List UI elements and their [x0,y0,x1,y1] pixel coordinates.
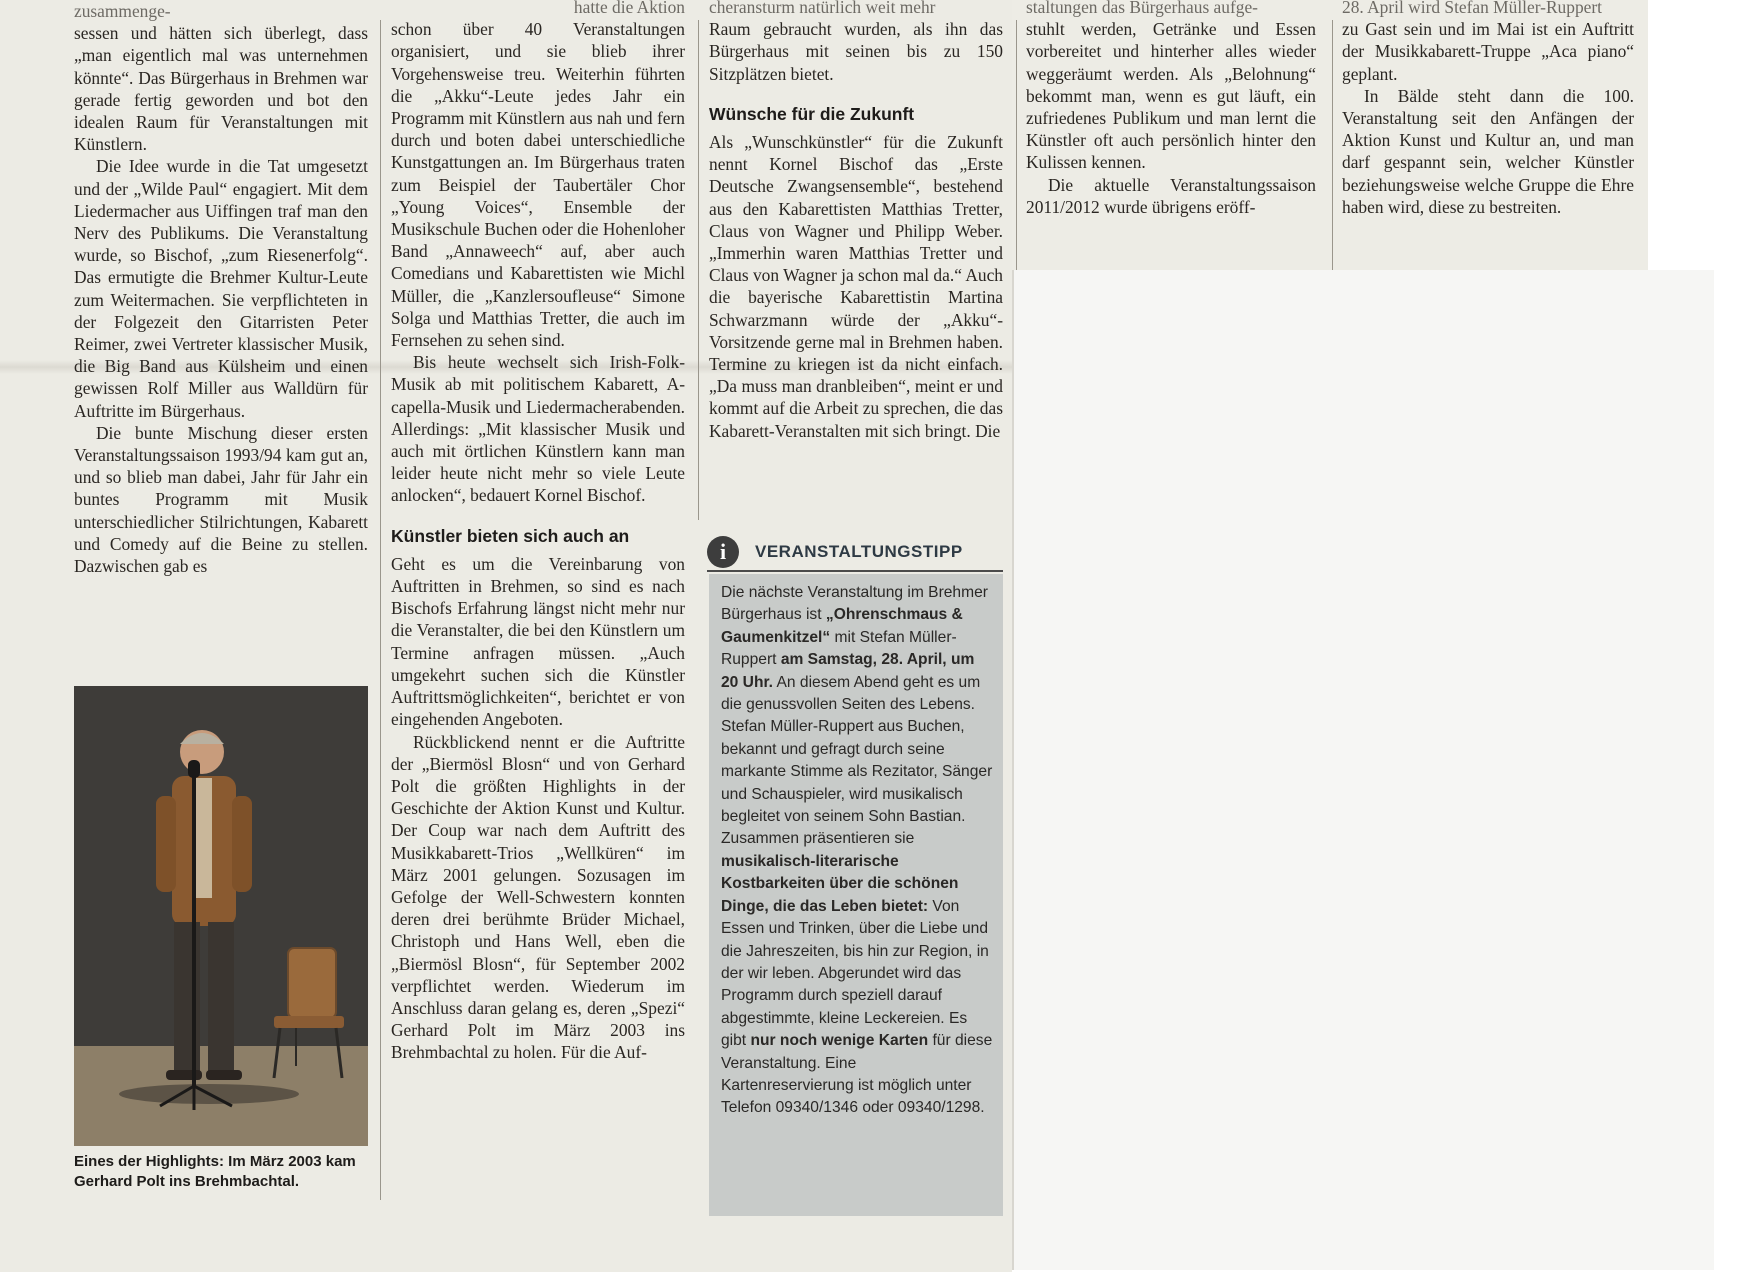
column-separator [698,20,699,520]
column-separator [1016,20,1017,270]
cut-off-line: 28. April wird Stefan Müller-Ruppert [1342,0,1602,17]
subheading: Wünsche für die Zukunft [709,103,915,124]
info-icon: i [707,536,739,568]
article-column-1 [74,1,368,577]
event-tip-text [721,582,993,1120]
tip-text-part: Die nächste Veranstaltung im Brehmer Bürgerhaus ist [721,584,988,624]
cut-off-line: cheransturm natürlich weit mehr [709,0,936,17]
paragraph: Die bunte Mischung dieser ersten Veranstaltungssaison 1993/94 kam gut an, und so blieb man dabei, Jahr für Jahr ein buntes Programm mit Musik unterschiedlicher Stilrichtungen, Kabarett und Comedy auf die Beine zu stellen. Dazwischen gab es [74,422,368,577]
paragraph: sessen und hätten sich überlegt, dass „man eigentlich mal was unternehmen könnte“. Das Bürgerhaus in Brehmen war gerade fertig geworden und bot den idealen Raum für Veranstaltungen mit Künstlern. [74,23,368,155]
paragraph: stuhlt werden, Getränke und Essen vorbereitet und hinterher alles wieder weggeräumt werden. Als „Belohnung“ bekommt man, wenn es gut läuft, ein zufriedenes Publikum und man lernt die Künstler oft auch persönlich hinter den Kulissen kennen. [1026,19,1316,173]
paragraph: In Bälde steht dann die 100. Veranstaltung seit den Anfängen der Aktion Kunst und Kultur an, und man darf gespannt sein, welcher Künstler beziehungsweise welche Gruppe die Ehre haben wird, diese zu bestreiten. [1342,85,1634,217]
tip-event-title: „Ohrenschmaus & Gaumenkitzel“ [721,606,963,646]
event-tip-title: VERANSTALTUNGSTIPP [755,542,963,561]
tip-text-part: An diesem Abend geht es um die genussvollen Seiten des Lebens. Stefan Müller-Ruppert aus Buchen, bekannt und gefragt durch seine markante Stimme als Rezitator, Sänger und Schauspieler, wird musikalisch begleitet von seinem Sohn Bastian. Zusammen präsentieren sie [721,673,993,848]
tip-ticket-note: nur noch wenige Karten [750,1032,929,1050]
photo-caption: Eines der Highlights: Im März 2003 kam Gerhard Polt ins Brehmbachtal. [74,1153,356,1190]
event-tip-header [707,536,1003,572]
paragraph: Rückblickend nennt er die Auftritte der „Biermösl Blosn“ und von Gerhard Polt die größten Highlights in der Geschichte der Aktion Kunst und Kultur. Der Coup war nach dem Auftritt des Musikkabarett-Trios „Wellküren“ im März 2001 gelungen. Sozusagen im Gefolge der Well-Schwestern konnten deren drei berühmte Brüder Michael, Christoph und Hans Well, eben die „Biermösl Blosn“, für September 2002 verpflichtet werden. Wiederum im Anschluss daran gelang es, deren „Spezi“ Gerhard Polt im März 2003 ins Brehmbachtal zu holen. Für die Auf- [391,731,685,1063]
paragraph: zu Gast sein und im Mai ist ein Auftritt der Musikkabarett-Truppe „Aca piano“ geplant. [1342,19,1634,84]
paragraph: Raum gebraucht wurden, als ihn das Bürgerhaus mit seinen bis zu 150 Sitzplätzen bietet. [709,19,1003,84]
paragraph: Als „Wunschkünstler“ für die Zukunft nennt Kornel Bischof das „Erste Deutsche Zwangsensemble“, bestehend aus den Kabarettisten Matthias Tretter, Claus von Wagner und Philipp Weber. „Immerhin waren Matthias Tretter und Claus von Wagner ja schon mal da.“ Auch die bayerische Kabarettistin Martina Schwarzmann würde der „Akku“-Vorsitzende gerne mal in Brehmen haben. Termine zu kriegen ist da nicht einfach. „Da muss man dranbleiben“, meint er und kommt auf die Arbeit zu sprechen, die das Kabarett-Veranstalten mit sich bringt. Die [709,132,1003,441]
cut-off-line: zusammenge- [74,1,171,21]
event-tip-box [709,574,1003,1216]
tip-highlight: musikalisch-literarische Kostbarkeiten über die schönen Dinge, die das Leben bietet: [721,852,959,915]
paragraph: Die aktuelle Veranstaltungssaison 2011/2012 wurde übrigens eröff- [1026,174,1316,217]
tip-text-part: Von Essen und Trinken, über die Liebe und die Jahreszeiten, bis hin zur Region, in der wir leben. Abgerundet wird das Programm durch speziell darauf abgestimmte, kleine Leckereien. Es gibt [721,897,989,1050]
bleed-through-area [1012,270,1714,1270]
article-column-5 [1342,0,1634,218]
paragraph: Bis heute wechselt sich Irish-Folk-Musik ab mit politischem Kabarett, A-capella-Musik und Liedermacherabenden. Allerdings: „Mit klassischer Musik und auch mit örtlichen Künstlern kann man leider heute nicht mehr so viele Leute anlocken“, bedauert Kornel Bischof. [391,352,685,506]
cut-off-line: hatte die Aktion [573,0,685,17]
subheading: Künstler bieten sich auch an [391,525,630,546]
paragraph: schon über 40 Veranstaltungen organisiert, und sie blieb ihrer Vorgehensweise treu. Weiterhin führten die „Akku“-Leute jedes Jahr ein Programm mit Künstlern aus nah und fern durch und boten dabei unterschiedliche Kunstgattungen an. Im Bürgerhaus traten zum Beispiel der Taubertäler Chor „Young Voices“, Ensemble der Musikschule Buchen oder die Hohenloher Band „Annaweech“ auf, aber auch Comedians und Kabarettisten wie Michl Müller, die „Kanzlersoufleuse“ Simone Solga und Matthias Tretter, die auch im Fernsehen zu sehen sind. [391,19,685,351]
article-column-3 [709,0,1003,442]
paragraph: Die Idee wurde in die Tat umgesetzt und der „Wilde Paul“ engagiert. Mit dem Liedermacher aus Uiffingen traf man den Nerv des Publikums. Die Veranstaltung wurde, so Bischof, „zum Riesenerfolg“. Das ermutigte die Brehmer Kultur-Leute zum Weitermachen. Sie verpflichteten in der Folgezeit den Gitarristen Peter Reimer, zwei Vertreter klassischer Musik, die Big Band aus Külsheim und einen gewissen Rolf Miller aus Walldürn für Auftritte im Bürgerhaus. [74,156,368,421]
tip-text-part: für diese Veranstaltung. Eine Kartenreservierung ist möglich unter Telefon 09340/1346 oder 09340/1298. [721,1032,993,1117]
cut-off-line: staltungen das Bürgerhaus aufge- [1026,0,1258,17]
column-separator [1332,20,1333,270]
photo-performer-on-stage [74,686,368,1146]
article-column-4 [1026,0,1316,218]
tip-event-date: am Samstag, 28. April, um 20 Uhr. [721,651,975,691]
article-photo [74,686,368,1146]
column-separator [380,20,381,1200]
article-column-2 [391,0,685,1064]
tip-text-part: mit Stefan Müller-Ruppert [721,628,957,669]
paragraph: Geht es um die Vereinbarung von Auftritten in Brehmen, so sind es nach Bischofs Erfahrung längst nicht mehr nur die Veranstalter, die bei den Künstlern um Termine anfragen müssen. „Auch umgekehrt suchen sich die Künstler Auftrittsmöglichkeiten“, berichtet er von eingehenden Angeboten. [391,553,685,730]
